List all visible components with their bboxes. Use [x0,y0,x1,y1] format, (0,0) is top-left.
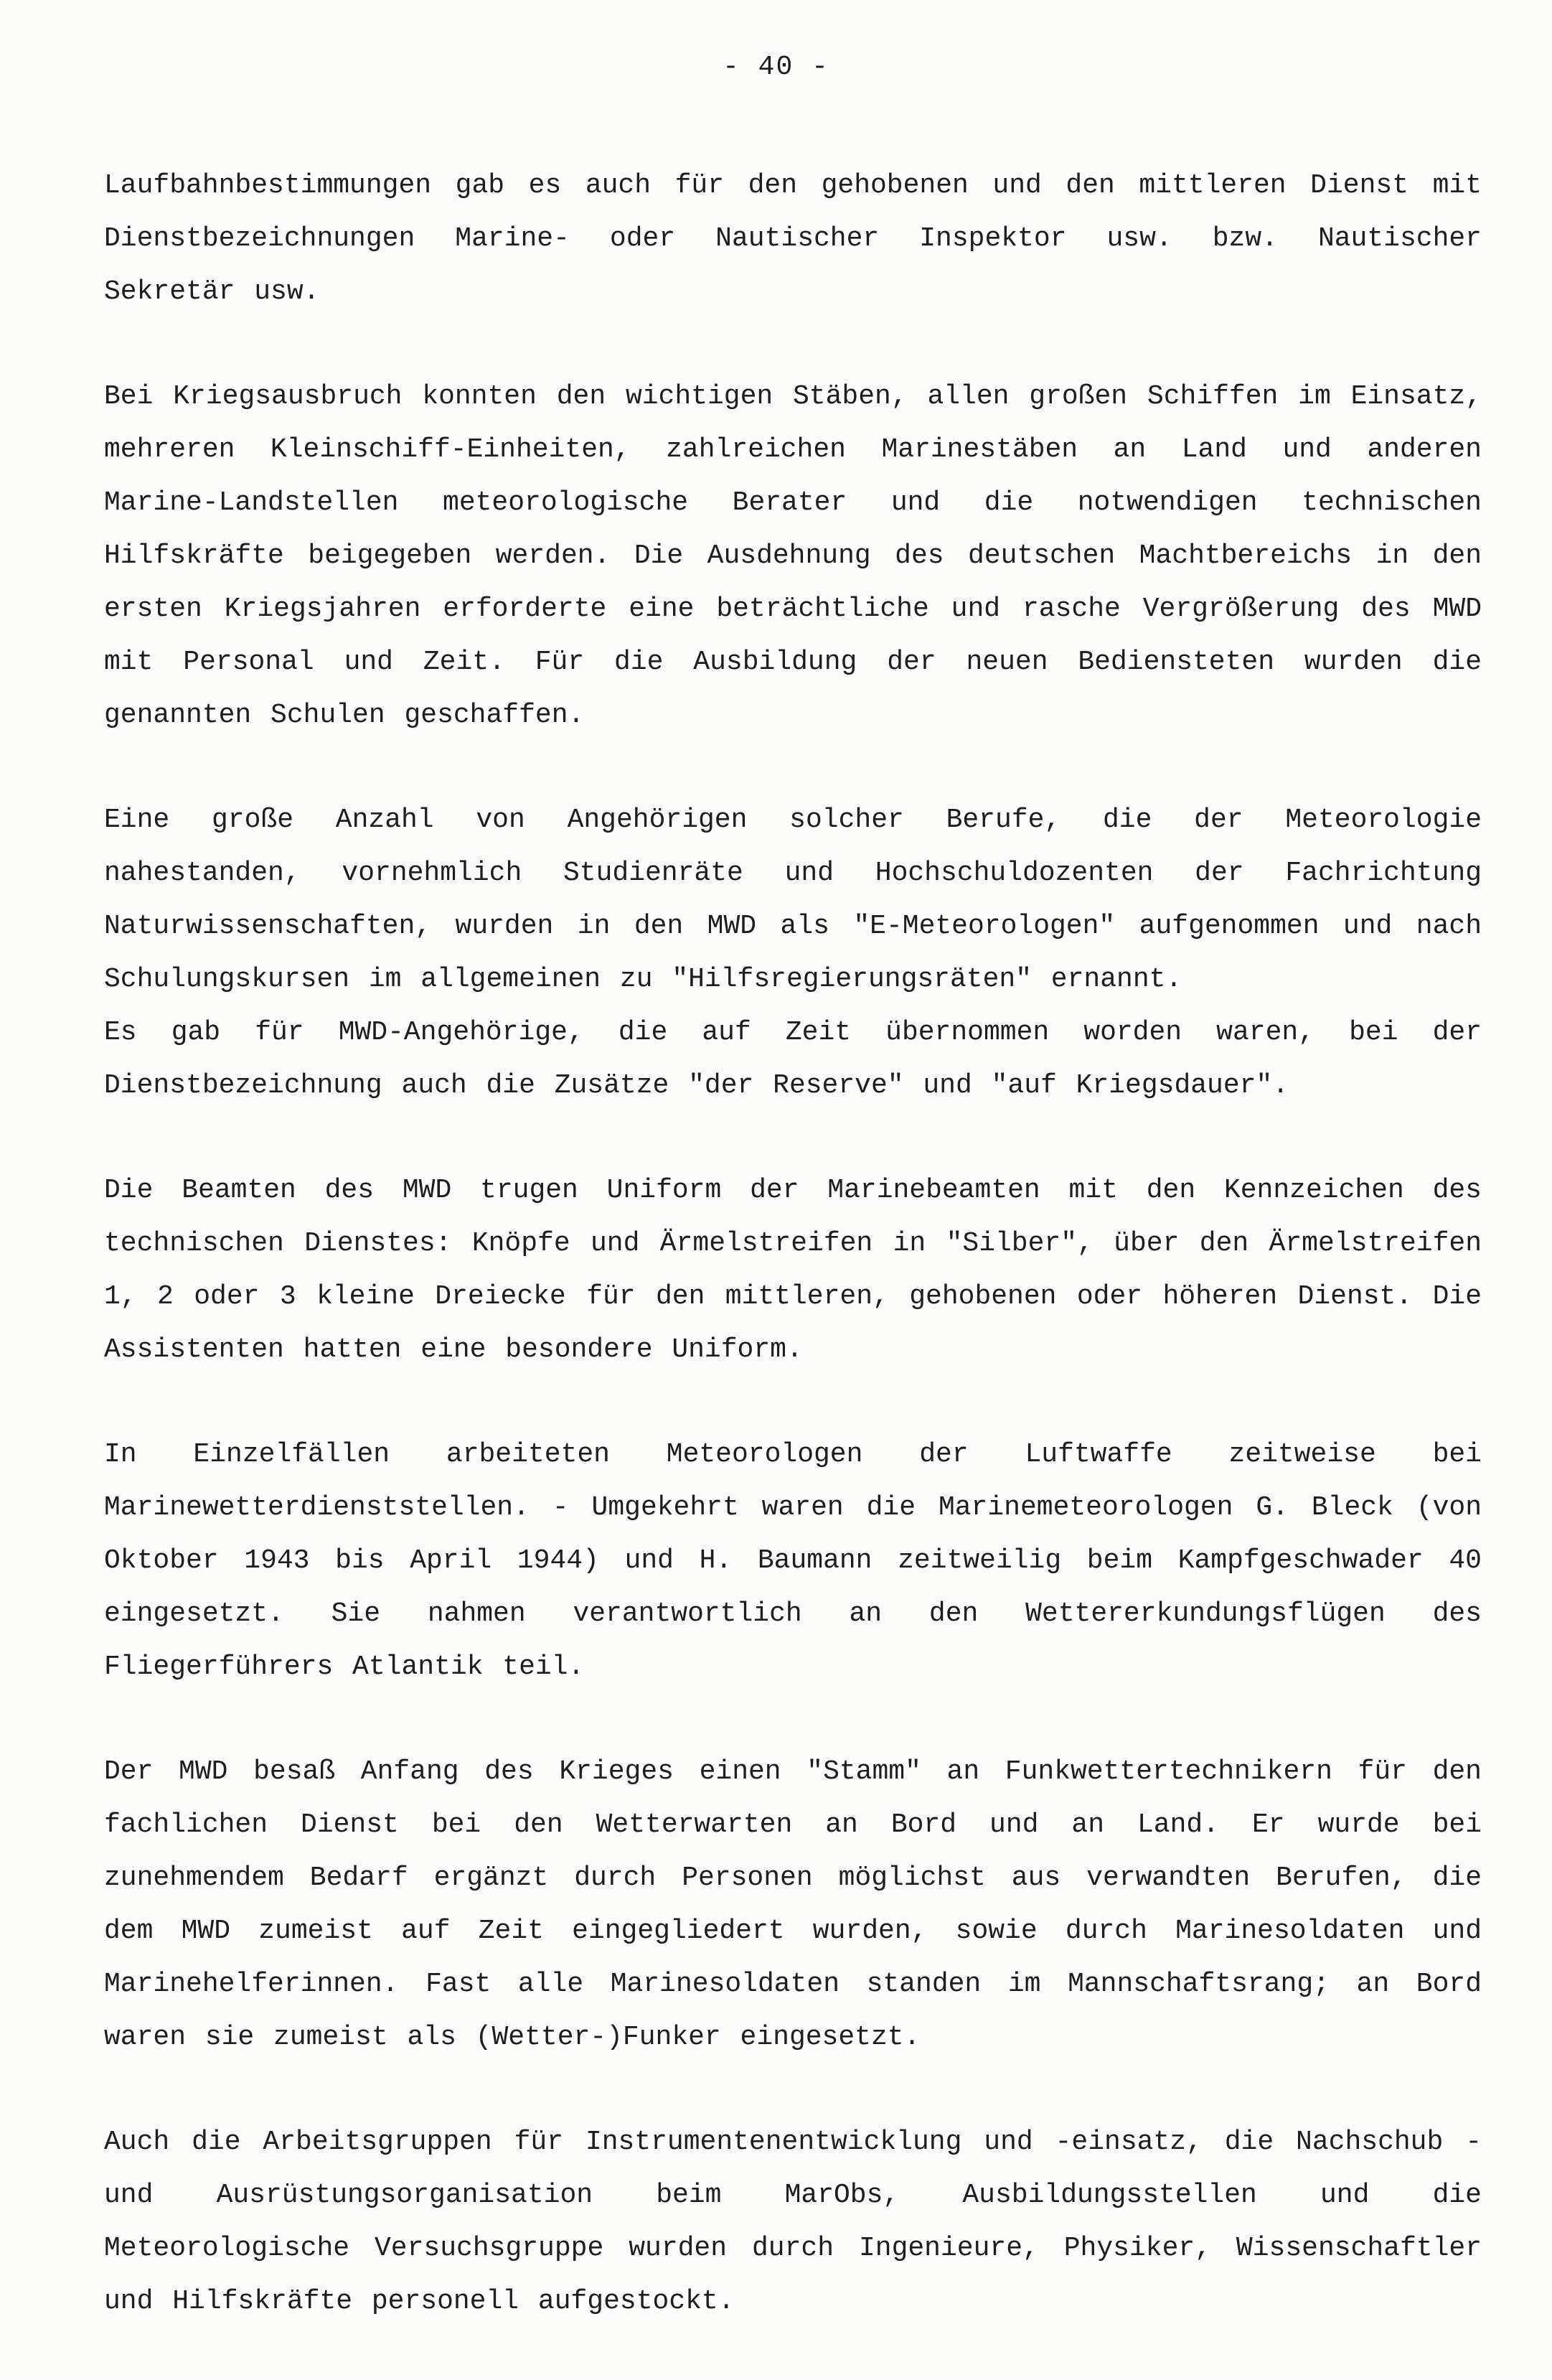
body-text [104,159,1482,2380]
paragraph-reserve-designation: Es gab für MWD-Angehörige, die auf Zeit übernommen worden waren, bei der Dienstbezeichnung auch die Zusätze "der Reserve" und "auf Kriegsdauer". [104,1017,1482,1101]
page-number: - 40 - [723,52,829,83]
paragraph-radio-weather-technicians: Der MWD besaß Anfang des Krieges einen "Stamm" an Funkwettertechnikern für den fachlichen Dienst bei den Wetterwarten an Bord und an Land. Er wurde bei zunehmendem Bedarf ergänzt durch Personen möglichst aus verwandten Berufen, die dem MWD zumeist auf Zeit eingegliedert wurden, sowie durch Marinesoldaten und Marinehelferinnen. Fast alle Marinesoldaten standen im Mannschaftsrang; an Bord waren sie zumeist als (Wetter-)Funker eingesetzt. [104,1756,1482,2053]
paragraph-e-meteorologists: Eine große Anzahl von Angehörigen solcher Berufe, die der Meteorologie nahestanden, vornehmlich Studienräte und Hochschuldozenten der Fachrichtung Naturwissenschaften, wurden in den MWD als "E-Meteorologen" aufgenommen und nach Schulungskursen im allgemeinen zu "Hilfsregierungsräten" ernannt. [104,805,1482,995]
paragraph-war-outbreak-staffing: Bei Kriegsausbruch konnten den wichtigen Stäben, allen großen Schiffen im Einsatz, mehreren Kleinschiff-Einheiten, zahlreichen Marinestäben an Land und anderen Marine-Landstellen meteorologische Berater und die notwendigen technischen Hilfskräfte beigegeben werden. Die Ausdehnung des deutschen Machtbereichs in den ersten Kriegsjahren erforderte eine beträchtliche und rasche Vergrößerung des MWD mit Personal und Zeit. Für die Ausbildung der neuen Bediensteten wurden die genannten Schulen geschaffen. [104,381,1482,731]
paragraph-uniform: Die Beamten des MWD trugen Uniform der Marinebeamten mit den Kennzeichen des technischen Dienstes: Knöpfe und Ärmelstreifen in "Silber", über den Ärmelstreifen 1, 2 oder 3 kleine Dreiecke für den mittleren, gehobenen oder höheren Dienst. Die Assistenten hatten eine besondere Uniform. [104,1175,1482,1365]
paragraph-career-regulations: Laufbahnbestimmungen gab es auch für den gehobenen und den mittleren Dienst mit Dienstbezeichnungen Marine- oder Nautischer Inspektor usw. bzw. Nautischer Sekretär usw. [104,170,1482,307]
paragraph-luftwaffe-cooperation: In Einzelfällen arbeiteten Meteorologen der Luftwaffe zeitweise bei Marinewetterdienststellen. - Umgekehrt waren die Marinemeteorologen G. Bleck (von Oktober 1943 bis April 1944) und H. Baumann zeitweilig beim Kampfgeschwader 40 eingesetzt. Sie nahmen verantwortlich an den Wettererkundungsflügen des Fliegerführers Atlantik teil. [104,1439,1482,1682]
paragraph-working-groups: Auch die Arbeitsgruppen für Instrumentenentwicklung und -einsatz, die Nachschub - und Ausrüstungsorganisation beim MarObs, Ausbildungsstellen und die Meteorologische Versuchsgruppe wurden durch Ingenieure, Physiker, Wissenschaftler und Hilfskräfte personell aufgestockt. [104,2127,1482,2317]
